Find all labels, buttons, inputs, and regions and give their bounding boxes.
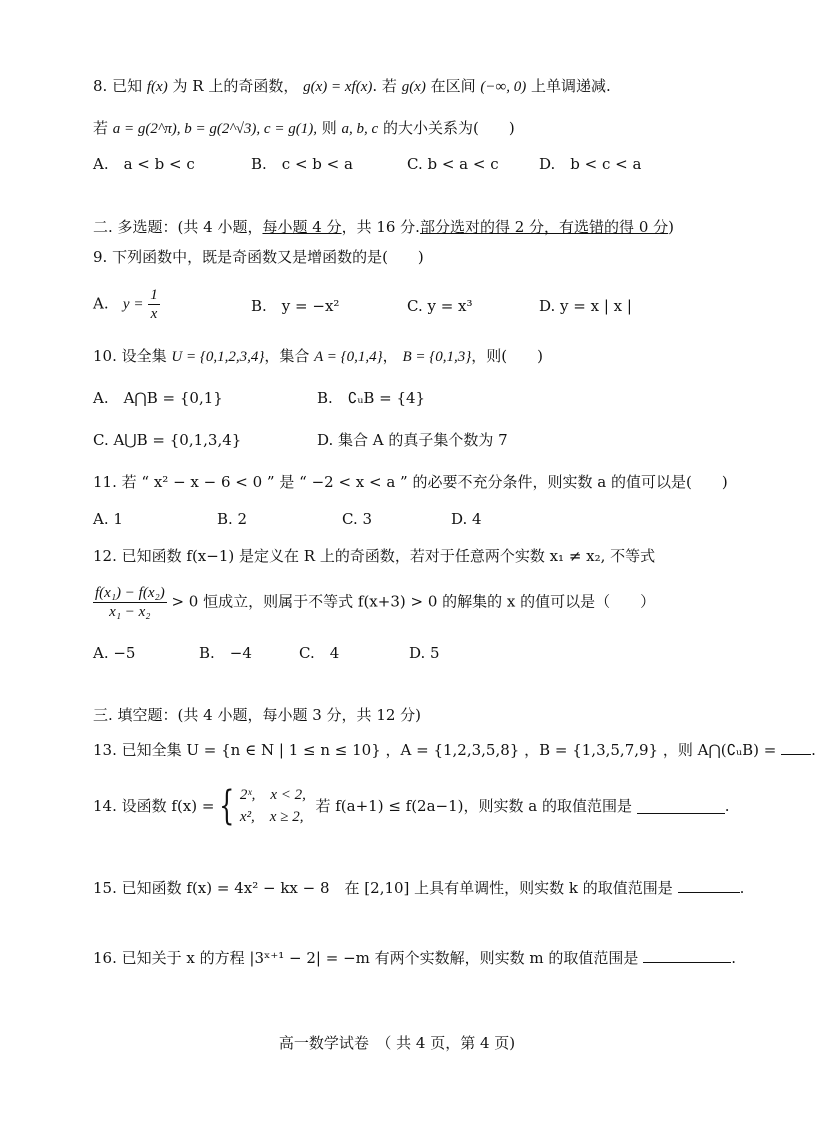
q8-options — [93, 154, 713, 176]
q8-stem-line2: 若 a = g(2^π), b = g(2^√3), c = g(1), 则 a, b, c 的大小关系为( ) — [93, 119, 515, 137]
q15-answer-blank[interactable] — [678, 878, 740, 893]
q14-piecewise: 2ˣ, x < 2, x², x ≥ 2, — [239, 787, 306, 825]
q12-option-d: D. 5 — [409, 644, 440, 662]
q8-stem-line1: 8. 已知 f(x) 为 R 上的奇函数， g(x) = xf(x). 若 g(x) 在区间 (−∞, 0) 上单调递减. — [93, 77, 611, 95]
q10-option-b: B. ∁ᵤB = {4} — [317, 389, 426, 407]
q10-option-d: D. 集合 A 的真子集个数为 7 — [317, 431, 508, 449]
q8-option-d: D. b < c < a — [539, 155, 642, 173]
q8-option-c: C. b < a < c — [407, 155, 499, 173]
q8-option-a: A. a < b < c — [93, 155, 195, 173]
q9-options — [93, 286, 713, 330]
q11-option-a: A. 1 — [93, 510, 123, 528]
page-footer: 高一数学试卷 （ 共 4 页，第 4 页) — [278, 1034, 516, 1052]
q14-stem: 14. 设函数 f(x) = { 2ˣ, x < 2, x², x ≥ 2, 若 f(a+1) ≤ f(2a−1)，则实数 a 的取值范围是 . — [93, 783, 730, 829]
q12-options — [93, 643, 713, 665]
q10-options-row1 — [93, 388, 713, 410]
q11-option-d: D. 4 — [451, 510, 482, 528]
q15-stem: 15. 已知函数 f(x) = 4x² − kx − 8 在 [2,10] 上具有单调性，则实数 k 的取值范围是 . — [93, 879, 745, 897]
q9-option-a: A. y = $\frac{1}{x}$ — [93, 287, 158, 322]
q10-options-row2 — [93, 430, 713, 452]
q14-brace: { — [219, 783, 235, 829]
q10-option-c: C. A⋃B = {0,1,3,4} — [93, 431, 242, 449]
q16-stem: 16. 已知关于 x 的方程 |3ˣ⁺¹ − 2| = −m 有两个实数解，则实数 m 的取值范围是 . — [93, 949, 736, 967]
section3-heading: 三. 填空题：(共 4 小题，每小题 3 分，共 12 分) — [93, 706, 422, 724]
q14-answer-blank[interactable] — [637, 799, 725, 814]
q12-fraction: $\frac{\text{f(x₁) − f(x₂)}}{\text{x₁ − x₂}}$ — [95, 585, 165, 620]
section2-heading: 二. 多选题：(共 4 小题，每小题 4 分，共 16 分.部分选对的得 2 分，有选错的得 0 分) — [93, 218, 674, 236]
q12-option-a: A. −5 — [93, 644, 136, 662]
q9-option-c: C. y = x³ — [407, 297, 473, 315]
q10-stem: 10. 设全集 U = {0,1,2,3,4}，集合 A = {0,1,4}， B = {0,1,3}，则( ) — [93, 347, 543, 365]
q13-answer-blank[interactable] — [781, 740, 811, 755]
q12-option-c: C. 4 — [299, 644, 340, 662]
q11-options — [93, 509, 713, 531]
q12-option-b: B. −4 — [199, 644, 252, 662]
q9-option-b: B. y = −x² — [251, 297, 340, 315]
q16-answer-blank[interactable] — [643, 948, 731, 963]
q13-stem: 13. 已知全集 U = {n ∈ N | 1 ≤ n ≤ 10} ，A = {1,2,3,5,8} ，B = {1,3,5,7,9} ，则 A⋂(∁ᵤB) = . — [93, 741, 816, 759]
q9-option-d: D. y = x | x | — [539, 297, 632, 315]
q10-option-a: A. A⋂B = {0,1} — [93, 389, 223, 407]
q9-stem: 9. 下列函数中，既是奇函数又是增函数的是( ) — [93, 248, 424, 266]
q11-option-b: B. 2 — [217, 510, 248, 528]
q12-stem-line1: 12. 已知函数 f(x−1) 是定义在 R 上的奇函数，若对于任意两个实数 x₁ ≠ x₂, 不等式 — [93, 547, 656, 565]
q12-stem-line2: $\frac{\text{f(x₁) − f(x₂)}}{\text{x₁ − x₂}}$ > 0 恒成立，则属于不等式 f(x+3) > 0 的解集的 x 的值可以是（ ） — [95, 585, 656, 620]
q11-option-c: C. 3 — [342, 510, 373, 528]
q11-stem: 11. 若 “ x² − x − 6 < 0 ” 是 “ −2 < x < a ” 的必要不充分条件，则实数 a 的值可以是( ) — [93, 473, 728, 491]
q9-option-a-fraction: $\frac{1}{x}$ — [150, 287, 158, 322]
q8-option-b: B. c < b < a — [251, 155, 353, 173]
